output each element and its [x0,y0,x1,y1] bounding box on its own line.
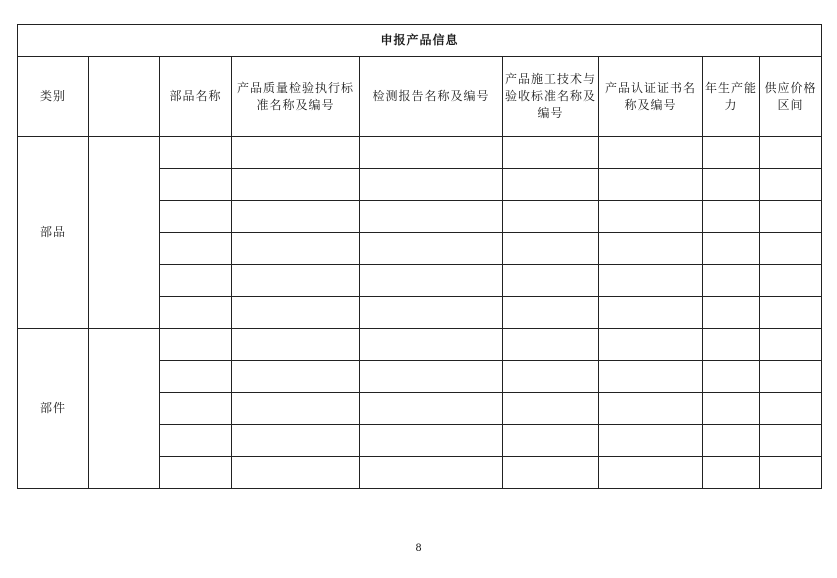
part-name-cell[interactable] [160,169,232,201]
product-info-form [17,24,821,489]
price-range-cell[interactable] [760,361,822,393]
price-range-cell[interactable] [760,425,822,457]
test-report-cell[interactable] [360,329,503,361]
table-title: 申报产品信息 [18,25,822,57]
header-quality-standard: 产品质量检验执行标准名称及编号 [232,57,360,137]
part-name-cell[interactable] [160,137,232,169]
header-blank [89,57,160,137]
certificate-cell[interactable] [599,329,703,361]
annual-capacity-cell[interactable] [703,297,760,329]
certificate-cell[interactable] [599,297,703,329]
part-name-cell[interactable] [160,233,232,265]
quality-standard-cell[interactable] [232,169,360,201]
header-test-report: 检测报告名称及编号 [360,57,503,137]
annual-capacity-cell[interactable] [703,329,760,361]
part-name-cell[interactable] [160,457,232,489]
price-range-cell[interactable] [760,393,822,425]
annual-capacity-cell[interactable] [703,265,760,297]
annual-capacity-cell[interactable] [703,137,760,169]
quality-standard-cell[interactable] [232,201,360,233]
construction-standard-cell[interactable] [503,201,599,233]
annual-capacity-cell[interactable] [703,393,760,425]
price-range-cell[interactable] [760,169,822,201]
annual-capacity-cell[interactable] [703,201,760,233]
quality-standard-cell[interactable] [232,361,360,393]
product-info-table [17,24,822,489]
test-report-cell[interactable] [360,361,503,393]
header-price-range: 供应价格区间 [760,57,822,137]
construction-standard-cell[interactable] [503,361,599,393]
test-report-cell[interactable] [360,201,503,233]
header-category: 类别 [18,57,89,137]
category-label: 部品 [18,137,89,329]
certificate-cell[interactable] [599,233,703,265]
certificate-cell[interactable] [599,265,703,297]
quality-standard-cell[interactable] [232,297,360,329]
part-name-cell[interactable] [160,265,232,297]
construction-standard-cell[interactable] [503,233,599,265]
construction-standard-cell[interactable] [503,457,599,489]
construction-standard-cell[interactable] [503,425,599,457]
header-construction-standard: 产品施工技术与验收标准名称及编号 [503,57,599,137]
quality-standard-cell[interactable] [232,265,360,297]
test-report-cell[interactable] [360,425,503,457]
test-report-cell[interactable] [360,457,503,489]
test-report-cell[interactable] [360,297,503,329]
page-number: 8 [415,543,422,554]
price-range-cell[interactable] [760,457,822,489]
category-label: 部件 [18,329,89,489]
certificate-cell[interactable] [599,137,703,169]
annual-capacity-cell[interactable] [703,169,760,201]
construction-standard-cell[interactable] [503,137,599,169]
annual-capacity-cell[interactable] [703,233,760,265]
annual-capacity-cell[interactable] [703,457,760,489]
certificate-cell[interactable] [599,361,703,393]
certificate-cell[interactable] [599,201,703,233]
header-annual-capacity: 年生产能力 [703,57,760,137]
certificate-cell[interactable] [599,393,703,425]
quality-standard-cell[interactable] [232,425,360,457]
part-name-cell[interactable] [160,297,232,329]
quality-standard-cell[interactable] [232,329,360,361]
part-name-cell[interactable] [160,201,232,233]
test-report-cell[interactable] [360,265,503,297]
quality-standard-cell[interactable] [232,233,360,265]
construction-standard-cell[interactable] [503,297,599,329]
construction-standard-cell[interactable] [503,169,599,201]
table-row [18,329,822,361]
test-report-cell[interactable] [360,393,503,425]
part-name-cell[interactable] [160,393,232,425]
part-name-cell[interactable] [160,425,232,457]
category-blank-cell[interactable] [89,137,160,329]
category-blank-cell[interactable] [89,329,160,489]
annual-capacity-cell[interactable] [703,361,760,393]
price-range-cell[interactable] [760,137,822,169]
certificate-cell[interactable] [599,169,703,201]
part-name-cell[interactable] [160,329,232,361]
test-report-cell[interactable] [360,169,503,201]
price-range-cell[interactable] [760,329,822,361]
quality-standard-cell[interactable] [232,137,360,169]
test-report-cell[interactable] [360,137,503,169]
price-range-cell[interactable] [760,233,822,265]
construction-standard-cell[interactable] [503,329,599,361]
price-range-cell[interactable] [760,201,822,233]
certificate-cell[interactable] [599,457,703,489]
table-row [18,137,822,169]
quality-standard-cell[interactable] [232,393,360,425]
header-part-name: 部品名称 [160,57,232,137]
test-report-cell[interactable] [360,233,503,265]
construction-standard-cell[interactable] [503,265,599,297]
quality-standard-cell[interactable] [232,457,360,489]
price-range-cell[interactable] [760,297,822,329]
header-certificate: 产品认证证书名称及编号 [599,57,703,137]
construction-standard-cell[interactable] [503,393,599,425]
certificate-cell[interactable] [599,425,703,457]
annual-capacity-cell[interactable] [703,425,760,457]
price-range-cell[interactable] [760,265,822,297]
part-name-cell[interactable] [160,361,232,393]
